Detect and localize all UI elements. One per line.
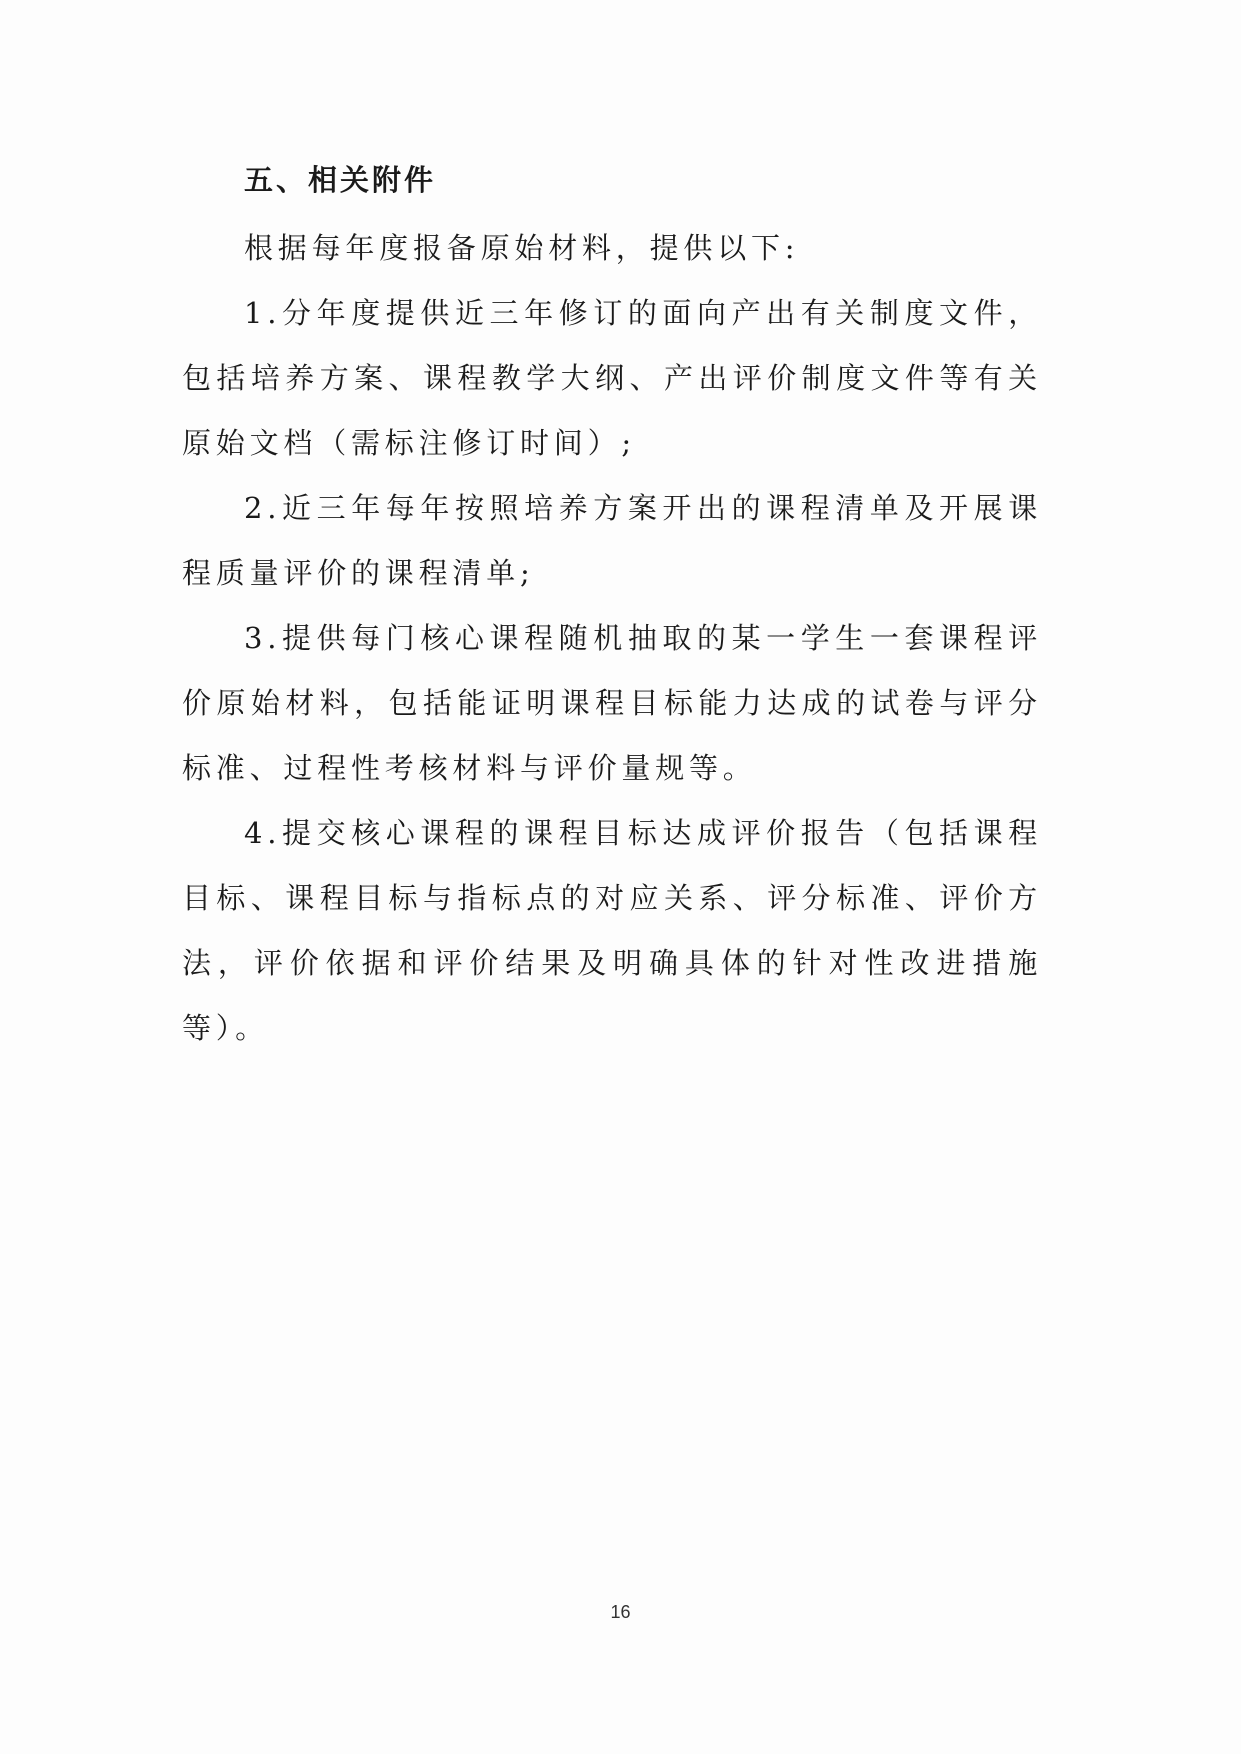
section-heading: 五、相关附件 <box>244 163 437 197</box>
list-item-2: 2.近三年每年按照培养方案开出的课程清单及开展课程质量评价的课程清单; <box>182 491 1042 590</box>
list-item-1: 1.分年度提供近三年修订的面向产出有关制度文件，包括培养方案、课程教学大纲、产出评价制度文件等有关原始文档（需标注修订时间）; <box>182 296 1042 460</box>
section-content <box>182 150 1042 1061</box>
section-intro: 根据每年度报备原始材料，提供以下: <box>244 231 800 265</box>
list-item-4: 4.提交核心课程的课程目标达成评价报告（包括课程目标、课程目标与指标点的对应关系、评分标准、评价方法，评价依据和评价结果及明确具体的针对性改进措施等）。 <box>182 816 1042 1045</box>
page-number: 16 <box>610 1602 631 1622</box>
list-item-3: 3.提供每门核心课程随机抽取的某一学生一套课程评价原始材料，包括能证明课程目标能力达成的试卷与评分标准、过程性考核材料与评价量规等。 <box>182 621 1042 785</box>
